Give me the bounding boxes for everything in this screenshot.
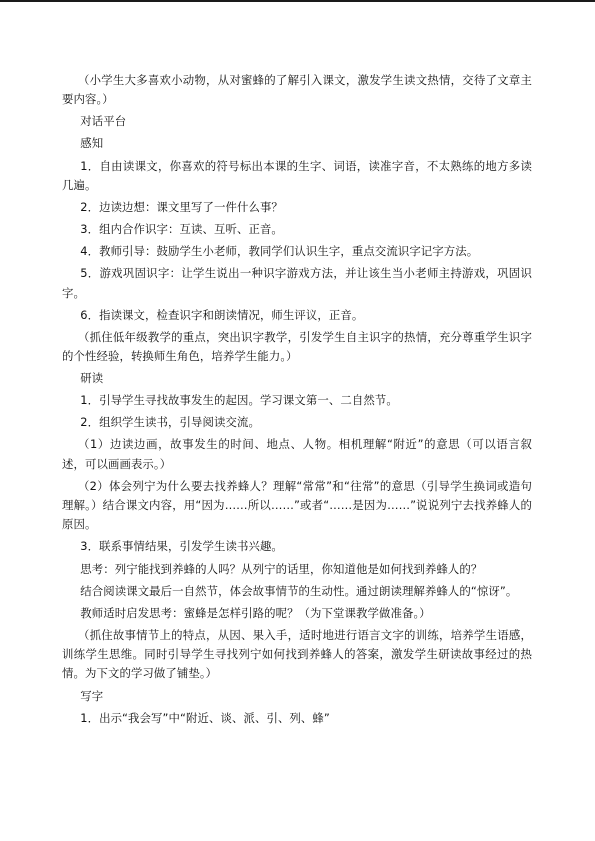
paragraph-step-3: 3．组内合作识字：互读、互听、正音。 bbox=[80, 222, 283, 237]
paragraph-study-2-2: （2）体会列宁为什么要去找养蜂人？理解“常常”和“往常”的意思（引导学生换词或造句理解。）结合课文内容，用“因为……所以……”或者“……是因为……”说说列宁去找养蜂人的原因。 bbox=[62, 478, 532, 532]
paragraph-combine-reading: 结合阅读课文最后一自然节，体会故事情节的生动性。通过朗读理解养蜂人的“惊讶”。 bbox=[80, 583, 518, 598]
paragraph-step-4: 4．教师引导：鼓励学生小老师，教同学们认识生字，重点交流识字记字方法。 bbox=[80, 244, 479, 259]
paragraph-step-5: 5．游戏巩固识字：让学生说出一种识字游戏方法，并让该生当小老师主持游戏，巩固识字。 bbox=[62, 266, 532, 300]
section-heading-writing: 写字 bbox=[80, 688, 104, 703]
paragraph-study-2-1: （1）边读边画，故事发生的时间、地点、人物。相机理解“附近”的意思（可以语言叙述，可以画画表示。） bbox=[62, 437, 532, 471]
page-top-border bbox=[0, 0, 595, 2]
section-heading-study: 研读 bbox=[80, 371, 104, 386]
paragraph-study-2: 2．组织学生读书，引导阅读交流。 bbox=[80, 415, 260, 430]
paragraph-study-note: （抓住故事情节上的特点，从因、果入手，适时地进行语言文字的训练，培养学生语感，训练学生思维。同时引导学生寻找列宁如何找到养蜂人的答案，激发学生研读故事经过的热情。为下文的学习做了铺垫。） bbox=[62, 627, 532, 681]
paragraph-step-6: 6．指读课文，检查识字和朗读情况，师生评议，正音。 bbox=[80, 307, 364, 322]
paragraph-study-3: 3．联系事情结果，引发学生读书兴趣。 bbox=[80, 539, 283, 554]
paragraph-intro-note: （小学生大多喜欢小动物，从对蜜蜂的了解引入课文，激发学生读文热情，交待了文章主要内容。） bbox=[62, 73, 532, 107]
paragraph-study-1: 1．引导学生寻找故事发生的起因。学习课文第一、二自然节。 bbox=[80, 393, 398, 408]
paragraph-writing-1: 1．出示“我会写”中“附近、谈、派、引、列、蜂” bbox=[80, 710, 330, 725]
paragraph-step-1: 1．自由读课文，你喜欢的符号标出本课的生字、词语，读准字音，不太熟练的地方多读几遍。 bbox=[62, 158, 532, 192]
section-heading-dialogue-platform: 对话平台 bbox=[80, 114, 127, 129]
paragraph-perception-note: （抓住低年级教学的重点，突出识字教学，引发学生自主识字的热情，充分尊重学生识字的个性经验，转换师生角色，培养学生能力。） bbox=[62, 329, 532, 364]
paragraph-think: 思考：列宁能找到养蜂的人吗？从列宁的话里，你知道他是如何找到养蜂人的？ bbox=[80, 561, 483, 576]
paragraph-teacher-inspire: 教师适时启发思考：蜜蜂是怎样引路的呢？（为下堂课教学做准备。） bbox=[80, 605, 431, 620]
paragraph-step-2: 2．边读边想：课文里写了一件什么事？ bbox=[80, 199, 283, 214]
section-heading-perception: 感知 bbox=[80, 136, 104, 151]
document-body bbox=[62, 71, 532, 731]
